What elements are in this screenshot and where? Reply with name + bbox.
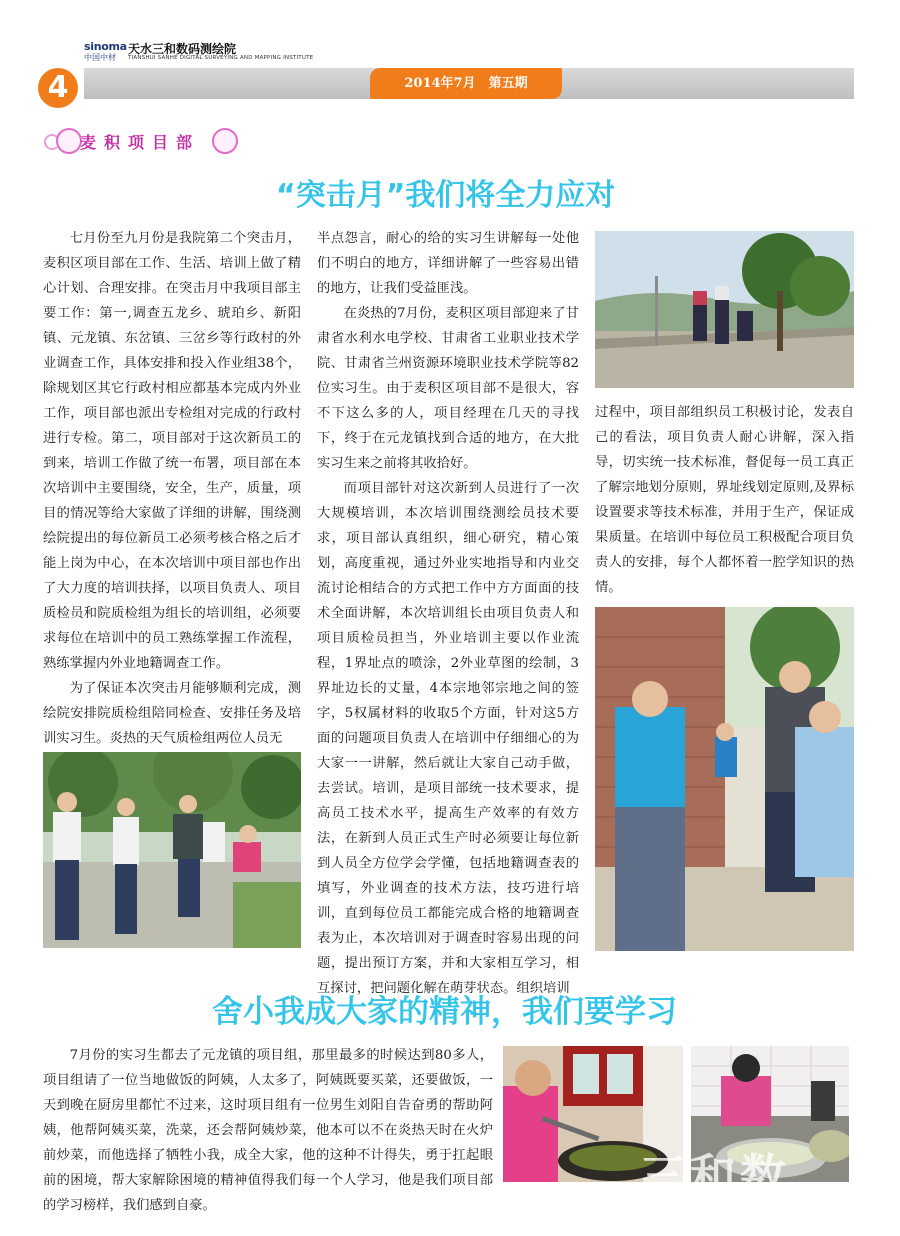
paragraph: 七月份至九月份是我院第二个突击月，麦积区项目部在工作、生活、培训上做了精心计划、合理安排。在突击月中我项目部主要工作：第一,调查五龙乡、琥珀乡、新阳镇、元龙镇、东岔镇、三岔乡等行政村的外业调查工作，具体安排和投入作业组38个，除规划区其它行政村相应都基本完成内外业工作，项目部也派出专检组对完成的行政村进行专检。第二，项目部对于这次新员工的到来，培训工作做了统一布署，项目部在本次培训中主要围绕，安全，生产，质量，项目的情况等给大家做了详细的讲解，围绕测绘院提出的每位新员工必须考核合格之后才能上岗为中心，在本次培训中项目部也作出了大力度的培训扶择，以项目负责人、项目质检员和院质检组为组长的培训组，必须要求每位在培训中的员工熟练掌握工作流程，熟练掌握内外业地籍调查工作。 — [43, 231, 301, 671]
bubble-ornament-icon — [212, 128, 238, 154]
org-name-cn: 天水三和数码测绘院 — [128, 42, 237, 56]
photo-trainees-clipboards — [43, 752, 301, 948]
article1-column-3 — [595, 400, 854, 600]
paragraph-continued: 过程中，项目部组织员工积极讨论，发表自己的看法，项目负责人耐心讲解，深入指导，切实统一技术标准，督促每一员工真正了解宗地划分原则，界址线划定原则,及界标设置要求等技术标准，并用于生产，保证成果质量。在培训中每位员工积极配合项目负责人的安排，每个人都怀着一腔学知识的热情。 — [595, 405, 854, 595]
logo-mark: sinoma — [84, 40, 127, 53]
logo-mark-cn: 中国中材 — [84, 53, 116, 62]
paragraph: 在炎热的7月份，麦积区项目部迎来了甘肃省水利水电学校、甘肃省工业职业技术学院、甘肃省兰州资源环境职业技术学院等82位实习生。由于麦积区项目部不是很大，容不下这么多的人，项目经理在几天的寻找下，终于在元龙镇找到合适的地方，在大批实习生来之前将其收拾好。 — [317, 306, 579, 471]
page-number-badge: 4 — [38, 68, 78, 108]
paragraph: 而项目部针对这次新到人员进行了一次大规模培训，本次培训围绕测绘员技术要求，项目部认真组织，细心研究，精心策划，高度重视，通过外业实地指导和内业交流讨论相结合的方式把工作中方方面面的技术全面讲解，本次培训组长由项目负责人和项目质检员担当，外业培训主要以作业流程，1界址点的喷涂，2外业草图的绘制，3界址边长的丈量，4本宗地邻宗地之间的签字，5权属材料的收取5个方面，针对这5方面的问题项目负责人在培训中仔细细心的为大家一一讲解，然后就让大家自己动手做，去尝试。培训，是项目部统一技术要求，提高员工技术水平，提高生产效率的有效方法，在新到人员正式生产时必须要让每位新到人员全方位学会学懂，包括地籍调查表的填写，外业调查的技术方法，技巧进行培训，直到每位员工都能完成合格的地籍调查表为止，本次培训对于调查时容易出现的问题，提出预订方案，并和大家相互学习，相互探讨，把问题化解在萌芽状态。组织培训 — [317, 481, 579, 996]
paragraph: 7月份的实习生都去了元龙镇的项目组，那里最多的时候达到80多人，项目组请了一位当地做饭的阿姨，人太多了，阿姨既要买菜，还要做饭，一天到晚在厨房里都忙不过来，这时项目组有一位男生刘阳自告奋勇的帮助阿姨，他帮阿姨买菜，洗菜，还会帮阿姨炒菜，他本可以不在炎热天时在火炉前炒菜，而他选择了牺牲小我，成全大家，他的这种不计得失，勇于扛起眼前的困境，帮大家解除困境的精神值得我们每一个人学习，他是我们项目部的学习榜样，我们感到自豪。 — [43, 1048, 493, 1213]
institute-logo — [84, 40, 314, 66]
section-tag — [44, 124, 234, 160]
watermark: 三和数 — [640, 1149, 790, 1203]
article1-column-1 — [43, 226, 301, 751]
section-tag-label: 麦积项目部 — [80, 133, 201, 152]
article1-title: “突击月”我们将全力应对 — [276, 178, 616, 213]
photo-survey-team-outdoor — [595, 231, 854, 388]
article2-body — [43, 1043, 493, 1218]
photo-boundary-marking-wall — [595, 607, 854, 951]
paragraph-continued: 半点怨言，耐心的给的实习生讲解每一处他们不明白的地方，详细讲解了一些容易出错的地方，让我们受益匪浅。 — [317, 231, 579, 296]
org-name-en: TIANSHUI SANHE DIGITAL SURVEYING AND MAPPING INSTITUTE — [128, 55, 314, 61]
issue-label: 2014年7月 第五期 — [370, 68, 562, 99]
article2-title: 舍小我成大家的精神，我们要学习 — [212, 994, 677, 1030]
paragraph: 为了保证本次突击月能够顺利完成，测绘院安排院质检组陪同检查、安排任务及培训实习生。炎热的天气质检组两位人员无 — [43, 681, 301, 746]
bubble-ornament-icon — [56, 128, 82, 154]
article1-column-2 — [317, 226, 579, 1001]
